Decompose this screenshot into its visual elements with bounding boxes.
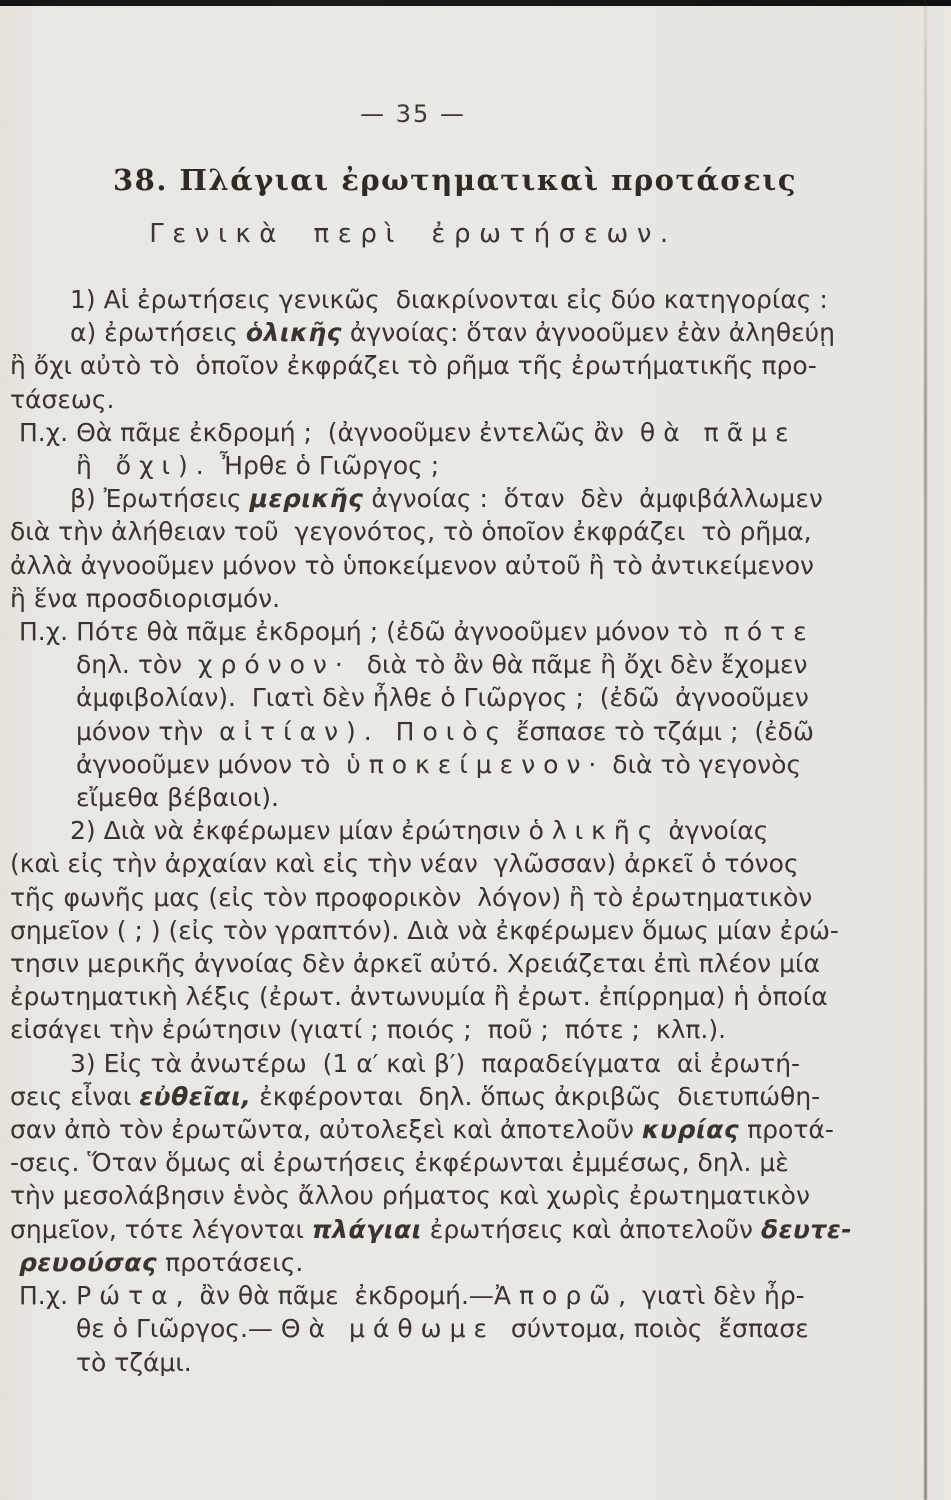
text-segment: ἐρωτηματικὴ λέξις (ἐρωτ. ἀντωνυμία ἢ ἐρωτ. ἐπίρρημα) ἡ ὁποία	[10, 982, 828, 1012]
text-segment: ἀμφιβολίαν). Γιατὶ δὲν ἦλθε ὁ Γιῶργος ; (ἐδῶ ἀγνοοῦμεν	[76, 683, 809, 713]
text-segment: ἀγνοοῦμεν μόνον τὸ	[76, 749, 347, 779]
text-segment: θε ὁ Γιῶργος.—	[76, 1314, 281, 1344]
emphasis-text: κυρίας	[641, 1115, 740, 1145]
text-segment: 1) Αἱ ἐρωτήσεις γενικῶς διακρίνονται εἰς δύο κατηγορίας :	[70, 285, 828, 314]
text-segment: ἀγνοίας: ὅταν ἀγνοοῦμεν ἐὰν ἀληθεύῃ	[341, 318, 835, 348]
spaced-text: χρόνον·	[198, 650, 351, 680]
text-segment: ἀλλὰ ἀγνοοῦμεν μόνον τὸ ὑποκείμενον αὐτοῦ ἢ τὸ ἀντικείμενον	[10, 550, 814, 580]
text-line	[19, 1246, 822, 1279]
text-line	[10, 1113, 834, 1146]
text-line	[10, 847, 822, 880]
text-line	[76, 748, 822, 781]
text-segment: ἐρωτήσεις καὶ ἀποτελοῦν	[421, 1214, 761, 1244]
text-segment: ἐκφέρονται δηλ. ὅπως ἀκριβῶς διετυπώθη-	[251, 1081, 821, 1111]
text-segment: Π.χ. Θὰ πᾶμε ἐκδρομή ; (ἀγνοοῦμεν ἐντελῶς ἂν	[19, 417, 640, 447]
text-segment: διὰ τὸ γεγονὸς	[604, 749, 802, 779]
text-line	[76, 715, 822, 748]
text-line	[10, 1213, 853, 1246]
emphasis-text: δευτε-	[760, 1214, 853, 1244]
text-segment: μόνον τὴν	[76, 716, 220, 746]
emphasis-text: ὁλικῆς	[245, 318, 342, 348]
text-segment: προτά-	[739, 1115, 834, 1145]
text-segment: 2) Διὰ νὰ ἐκφέρωμεν μίαν ἐρώτησιν	[70, 816, 529, 846]
text-line	[76, 648, 822, 681]
text-line	[70, 283, 828, 316]
text-segment: ἢ ὄχι αὐτὸ τὸ ὁποῖον ἐκφράζει τὸ ρῆμα τῆς ἐρωτήματικῆς προ-	[10, 351, 817, 381]
text-segment: τησιν μερικῆς ἀγνοίας δὲν ἀρκεῖ αὐτό. Χρειάζεται ἐπὶ πλέον μία	[10, 949, 820, 979]
emphasis-text: μερικῆς	[249, 484, 364, 514]
text-line	[70, 482, 822, 515]
text-line	[76, 1346, 822, 1379]
text-segment: δηλ. τὸν	[76, 650, 199, 680]
emphasis-text: εὐθεῖαι,	[139, 1081, 252, 1111]
text-segment: εἴμεθα βέβαιοι).	[76, 783, 279, 813]
text-segment: προτάσεις.	[157, 1247, 304, 1277]
text-segment: σαν ἀπὸ τὸν ἐρωτῶντα, αὐτολεξεὶ καὶ ἀποτελοῦν	[10, 1115, 642, 1145]
text-segment: ἀγνοίας : ὅταν δὲν ἀμφιβάλλωμεν	[363, 484, 823, 514]
text-line	[10, 383, 822, 416]
text-segment: τῆς φωνῆς μας (εἰς τὸν προφορικὸν λόγον) ἢ τὸ ἐρωτηματικὸν	[10, 882, 813, 912]
text-segment: σημεῖον ( ; ) (εἰς τὸν γραπτόν). Διὰ νὰ ἐκφέρωμεν ὅμως μίαν ἐρώ-	[10, 915, 839, 945]
spaced-text: αἰτίαν).	[219, 716, 380, 746]
text-line	[10, 947, 822, 980]
emphasis-text: ρευούσας	[19, 1247, 158, 1277]
text-line	[10, 1146, 822, 1179]
text-segment: Π.χ. Πότε θὰ πᾶμε ἐκδρομή ; (ἐδῶ ἀγνοοῦμεν μόνον τὸ	[19, 617, 724, 647]
text-segment: ἂν θὰ πᾶμε ἐκδρομή.—	[191, 1281, 494, 1311]
subheading: Γενικὰ περὶ ἐρωτήσεων.	[149, 219, 677, 249]
text-segment	[380, 717, 396, 746]
text-line	[76, 681, 822, 714]
text-segment: σύντομα, ποιὸς ἔσπασε	[495, 1314, 809, 1344]
text-segment: 3) Εἰς τὰ ἀνωτέρω (1 α′ καὶ β′) παραδείγματα αἱ ἐρωτή-	[70, 1048, 801, 1078]
text-line	[10, 549, 822, 582]
text-line	[70, 814, 822, 847]
body-lines	[10, 283, 853, 1379]
text-line	[19, 615, 822, 648]
text-segment: γιατὶ δὲν ἦρ-	[634, 1281, 805, 1311]
text-segment: ἔσπασε τὸ τζάμι ; (ἐδῶ	[508, 716, 814, 746]
spaced-text: θὰ πᾶμε	[639, 417, 797, 447]
text-line	[10, 349, 822, 382]
text-line	[19, 416, 822, 449]
spaced-text: πότε	[723, 617, 815, 647]
text-segment: σεις εἶναι	[10, 1081, 140, 1111]
text-segment: Π.χ.	[19, 1281, 77, 1311]
text-line	[10, 914, 839, 947]
text-line	[19, 1279, 822, 1312]
text-segment: β) Ἐρωτήσεις	[70, 484, 250, 514]
spaced-text: ὑποκείμενον·	[346, 749, 605, 779]
text-line	[10, 881, 822, 914]
page-edge-line	[924, 0, 927, 1500]
emphasis-text: πλάγιαι	[311, 1214, 422, 1244]
text-segment: α) ἐρωτήσεις	[70, 318, 246, 348]
text-segment: εἰσάγει τὴν ἐρώτησιν (γιατί ; ποιός ; ποῦ ; πότε ; κλπ.).	[10, 1015, 727, 1045]
spaced-text: ἢ ὄχι).	[76, 451, 212, 481]
text-line	[76, 449, 822, 482]
spaced-text: Ρώτα,	[76, 1281, 192, 1311]
spaced-text: Ποιὸς	[395, 716, 509, 746]
text-segment: τὸ τζάμι.	[76, 1347, 192, 1377]
text-segment: (καὶ εἰς τὴν ἀρχαίαν καὶ εἰς τὴν νέαν γλῶσσαν) ἀρκεῖ ὁ τόνος	[10, 849, 799, 879]
text-line	[10, 1179, 822, 1212]
text-segment: -σεις. Ὅταν ὅμως αἱ ἐρωτήσεις ἐκφέρωνται ἐμμέσως, δηλ. μὲ	[10, 1148, 789, 1178]
spaced-text: Θὰ μάθωμε	[280, 1314, 495, 1344]
text-line	[10, 515, 822, 548]
text-line	[70, 1047, 822, 1080]
text-segment: τάσεως.	[10, 384, 115, 414]
text-line	[10, 582, 822, 615]
text-segment: ἀγνοίας	[660, 816, 769, 846]
text-segment: ἢ ἕνα προσδιορισμόν.	[10, 583, 281, 613]
text-segment: διὰ τὸ ἂν θὰ πᾶμε ἢ ὄχι δὲν ἔχομεν	[350, 650, 808, 680]
text-line	[10, 1013, 822, 1046]
text-line	[76, 781, 822, 814]
spaced-text: ὁλικῆς	[528, 816, 661, 846]
text-segment: Ἦρθε ὁ Γιῶργος ;	[211, 451, 440, 481]
text-line	[76, 1312, 822, 1345]
text-line	[10, 1080, 822, 1113]
text-segment: διὰ τὴν ἀλήθειαν τοῦ γεγονότος, τὸ ὁποῖον ἐκφράζει τὸ ρῆμα,	[10, 517, 812, 547]
scan-top-edge	[0, 0, 951, 6]
text-segment: σημεῖον, τότε λέγονται	[10, 1214, 312, 1244]
section-heading: 38. Πλάγιαι ἐρωτηματικαὶ προτάσεις	[113, 163, 797, 197]
text-segment: τὴν μεσολάβησιν ἑνὸς ἄλλου ρήματος καὶ χωρὶς ἐρωτηματικὸν	[10, 1181, 810, 1211]
text-line	[70, 316, 835, 349]
text-line	[10, 980, 828, 1013]
spaced-text: Ἀπορῶ,	[493, 1281, 635, 1311]
page-number: — 35 —	[360, 100, 466, 128]
